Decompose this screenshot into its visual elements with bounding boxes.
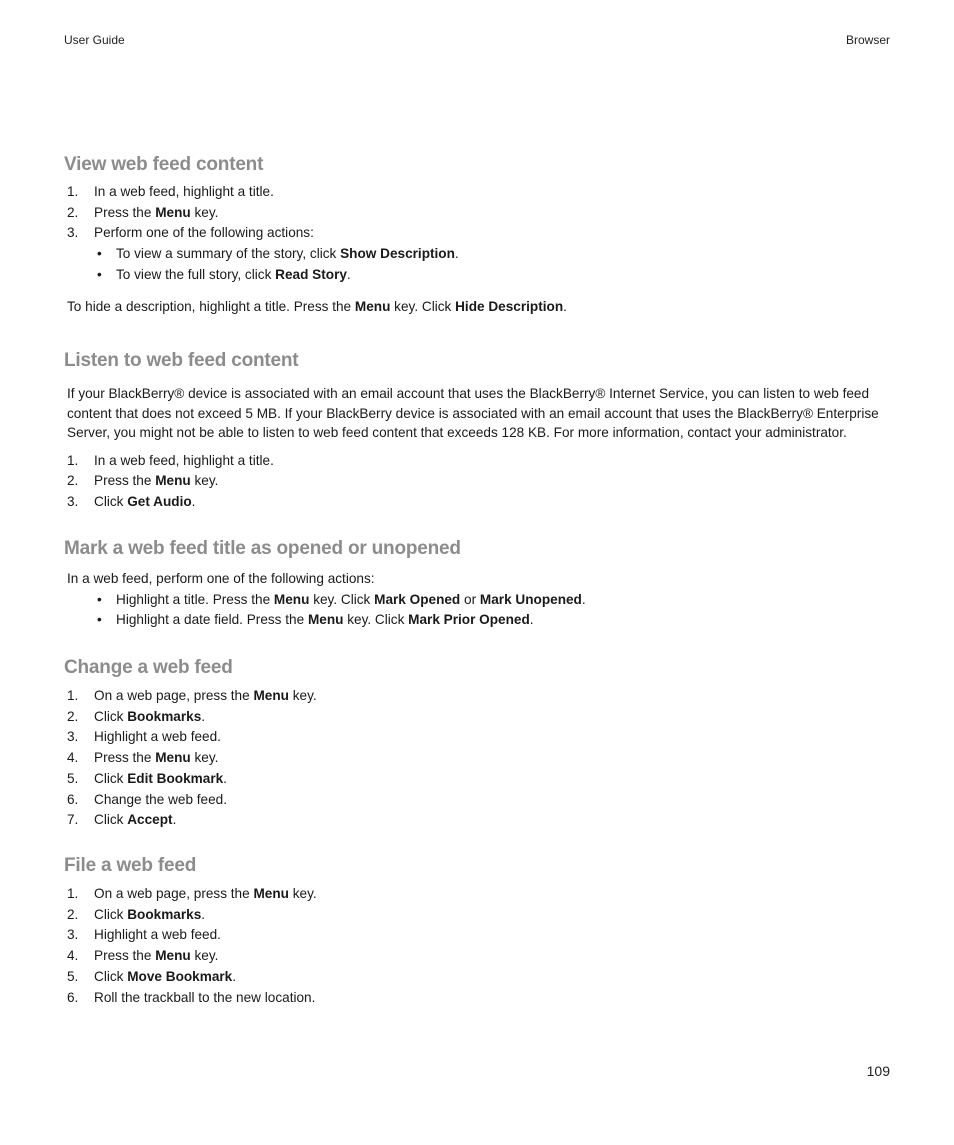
step-bold-text: Bookmarks bbox=[127, 906, 202, 922]
step-text: Press the bbox=[94, 750, 156, 766]
bullet-text: or bbox=[460, 591, 480, 607]
step-number: 1. bbox=[67, 688, 79, 703]
step-text: . bbox=[191, 493, 196, 509]
step-number: 3. bbox=[67, 225, 79, 241]
steps-list bbox=[64, 451, 894, 513]
bullet-bold-text: Menu bbox=[273, 591, 310, 607]
step-item bbox=[64, 471, 894, 492]
step-text: key. bbox=[190, 750, 219, 766]
bullet-text: . bbox=[581, 591, 586, 607]
step-text: Press the bbox=[94, 948, 156, 964]
steps-list bbox=[64, 182, 894, 244]
step-number: 3. bbox=[67, 729, 79, 745]
step-text: key. bbox=[190, 473, 219, 489]
step-number: 4. bbox=[67, 750, 79, 766]
bullet-text: To view a summary of the story, click bbox=[116, 246, 341, 262]
step-text: . bbox=[201, 906, 206, 922]
step-text: Press the bbox=[94, 473, 156, 489]
step-text: . bbox=[232, 968, 237, 984]
step-item bbox=[64, 905, 894, 926]
step-text: Click bbox=[94, 770, 128, 786]
note-bold-text: Menu bbox=[354, 298, 391, 314]
step-bold-text: Menu bbox=[155, 948, 191, 964]
step-bold-text: Get Audio bbox=[127, 493, 192, 509]
step-bold-text: Menu bbox=[253, 886, 289, 901]
step-number: 6. bbox=[67, 989, 79, 1005]
step-number: 3. bbox=[67, 927, 79, 943]
step-text: key. bbox=[288, 886, 317, 901]
bullet-item bbox=[94, 610, 894, 631]
step-bold-text: Bookmarks bbox=[127, 708, 202, 724]
step-number: 3. bbox=[67, 493, 79, 509]
step-bold-text: Accept bbox=[127, 812, 173, 828]
section-heading: Listen to web feed content bbox=[64, 350, 299, 371]
step-item bbox=[64, 925, 894, 946]
steps-list bbox=[64, 686, 894, 831]
step-number: 2. bbox=[67, 708, 79, 724]
bullet-text: . bbox=[529, 612, 534, 628]
step-number: 7. bbox=[67, 812, 79, 828]
step-text: Click bbox=[94, 708, 128, 724]
bullet-item bbox=[94, 265, 894, 286]
section-heading: View web feed content bbox=[64, 154, 264, 175]
step-item bbox=[64, 223, 894, 244]
step-text: Perform one of the following actions: bbox=[94, 225, 314, 241]
bullet-bold-text: Show Description bbox=[340, 246, 455, 262]
bullet-item bbox=[94, 590, 894, 611]
running-header-left: User Guide bbox=[64, 33, 125, 47]
step-number: 2. bbox=[67, 473, 79, 489]
step-item bbox=[64, 748, 894, 769]
bullet-icon: • bbox=[97, 591, 102, 607]
bullet-text: key. Click bbox=[343, 612, 409, 628]
section-listen-to-web-feed-content bbox=[64, 350, 894, 513]
note-text: key. Click bbox=[390, 298, 456, 314]
bullet-icon: • bbox=[97, 266, 102, 282]
section-file-web-feed bbox=[64, 855, 894, 1008]
bullet-bold-text: Menu bbox=[307, 612, 344, 628]
body-paragraph: If your BlackBerry® device is associated with an email account that uses the BlackBerry® Internet Service, you can listen to web feed content that does not exceed 5 MB. If your BlackBerry device is associated with an email account that uses the BlackBerry® Enterprise Server, you might not be able to listen to web feed content that exceeds 128 KB. For more information, contact your administrator. bbox=[67, 386, 879, 440]
step-item bbox=[64, 790, 894, 811]
note-bold-text: Hide Description bbox=[455, 298, 564, 314]
bullet-list bbox=[64, 244, 894, 285]
step-number: 2. bbox=[67, 204, 79, 220]
step-text: Click bbox=[94, 906, 128, 922]
bullet-text: . bbox=[346, 266, 351, 282]
step-item bbox=[64, 810, 894, 831]
step-number: 1. bbox=[67, 452, 79, 468]
step-item bbox=[64, 769, 894, 790]
step-number: 2. bbox=[67, 906, 79, 922]
bullet-list bbox=[64, 590, 894, 631]
step-number: 1. bbox=[67, 886, 79, 901]
step-item bbox=[64, 182, 894, 203]
step-bold-text: Move Bookmark bbox=[127, 968, 233, 984]
note-paragraph bbox=[67, 297, 894, 317]
step-bold-text: Menu bbox=[155, 750, 191, 766]
bullet-text: Highlight a title. Press the bbox=[116, 591, 274, 607]
step-text: Roll the trackball to the new location. bbox=[94, 989, 316, 1005]
step-number: 6. bbox=[67, 791, 79, 807]
step-item bbox=[64, 988, 894, 1009]
section-heading: File a web feed bbox=[64, 855, 197, 876]
step-item bbox=[64, 707, 894, 728]
step-number: 1. bbox=[67, 184, 79, 199]
intro-paragraph: In a web feed, perform one of the following actions: bbox=[67, 571, 375, 586]
note-text: To hide a description, highlight a title. Press the bbox=[67, 298, 355, 314]
step-text: Press the bbox=[94, 204, 156, 220]
bullet-item bbox=[94, 244, 894, 265]
note-text: . bbox=[563, 298, 567, 314]
step-item bbox=[64, 203, 894, 224]
step-number: 5. bbox=[67, 968, 79, 984]
step-text: In a web feed, highlight a title. bbox=[94, 184, 274, 199]
step-text: Click bbox=[94, 812, 128, 828]
section-heading: Change a web feed bbox=[64, 657, 233, 678]
step-item bbox=[64, 451, 894, 472]
bullet-icon: • bbox=[97, 246, 102, 262]
step-text: Change the web feed. bbox=[94, 791, 228, 807]
bullet-text: key. Click bbox=[309, 591, 375, 607]
step-text: Click bbox=[94, 968, 128, 984]
step-text: key. bbox=[288, 688, 317, 703]
section-view-web-feed-content bbox=[64, 154, 894, 316]
bullet-icon: • bbox=[97, 612, 102, 628]
bullet-text: . bbox=[454, 246, 459, 262]
bullet-bold-text: Mark Unopened bbox=[479, 591, 582, 607]
step-item bbox=[64, 884, 894, 905]
bullet-text: To view the full story, click bbox=[116, 266, 276, 282]
section-heading: Mark a web feed title as opened or unopened bbox=[64, 538, 461, 559]
section-mark-web-feed-title bbox=[64, 538, 894, 631]
step-item bbox=[64, 492, 894, 513]
bullet-bold-text: Mark Opened bbox=[374, 591, 461, 607]
bullet-text: Highlight a date field. Press the bbox=[116, 612, 308, 628]
step-number: 4. bbox=[67, 948, 79, 964]
running-header-right: Browser bbox=[845, 33, 890, 47]
step-text: On a web page, press the bbox=[94, 886, 254, 901]
step-text: Click bbox=[94, 493, 128, 509]
step-bold-text: Edit Bookmark bbox=[127, 770, 224, 786]
bullet-bold-text: Read Story bbox=[275, 266, 347, 282]
step-text: Highlight a web feed. bbox=[94, 729, 221, 745]
step-text: . bbox=[172, 812, 177, 828]
step-bold-text: Menu bbox=[253, 688, 289, 703]
step-text: key. bbox=[190, 204, 219, 220]
step-bold-text: Menu bbox=[155, 473, 191, 489]
steps-list bbox=[64, 884, 894, 1008]
step-text: On a web page, press the bbox=[94, 688, 254, 703]
step-item bbox=[64, 967, 894, 988]
step-text: Highlight a web feed. bbox=[94, 927, 221, 943]
step-item bbox=[64, 686, 894, 707]
step-number: 5. bbox=[67, 770, 79, 786]
step-text: . bbox=[201, 708, 206, 724]
step-text: key. bbox=[190, 948, 219, 964]
page-number: 109 bbox=[866, 1063, 890, 1079]
step-text: . bbox=[223, 770, 227, 786]
step-item bbox=[64, 727, 894, 748]
bullet-bold-text: Mark Prior Opened bbox=[408, 612, 530, 628]
step-bold-text: Menu bbox=[155, 204, 191, 220]
section-change-web-feed bbox=[64, 657, 894, 831]
step-text: In a web feed, highlight a title. bbox=[94, 452, 274, 468]
step-item bbox=[64, 946, 894, 967]
